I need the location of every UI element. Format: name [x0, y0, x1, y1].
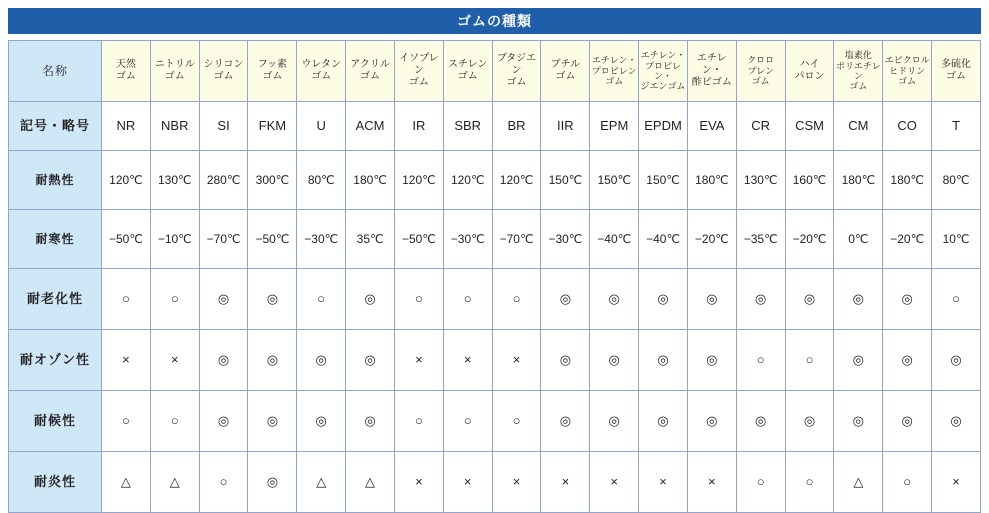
column-header-line: ゴム — [164, 71, 185, 82]
column-header-line: プロピレン・ — [645, 60, 682, 81]
column-header — [199, 41, 248, 102]
table-cell: ◎ — [834, 330, 883, 391]
table-cell: 180℃ — [883, 151, 932, 210]
table-cell: −30℃ — [541, 210, 590, 269]
table-cell: 180℃ — [834, 151, 883, 210]
column-header — [687, 41, 736, 102]
table-cell: 120℃ — [394, 151, 443, 210]
table-cell: ○ — [199, 452, 248, 513]
table-row — [9, 330, 981, 391]
table-cell: U — [297, 102, 346, 151]
table-row — [9, 269, 981, 330]
table-cell: × — [150, 330, 199, 391]
table-cell: ◎ — [297, 391, 346, 452]
table-cell: ◎ — [541, 269, 590, 330]
table-cell: ○ — [785, 330, 834, 391]
column-header-line: プレン — [747, 65, 774, 76]
column-header — [102, 41, 151, 102]
column-header-line: クロロ — [747, 55, 775, 66]
column-header-line: ウレタン — [301, 59, 342, 70]
row-label: 耐候性 — [9, 391, 102, 452]
table-cell: −70℃ — [199, 210, 248, 269]
table-cell: −50℃ — [102, 210, 151, 269]
table-cell: EVA — [687, 102, 736, 151]
table-row — [9, 391, 981, 452]
table-cell: −20℃ — [687, 210, 736, 269]
column-header-line: ポリエチレン — [836, 60, 881, 81]
table-cell: −40℃ — [639, 210, 688, 269]
column-header — [150, 41, 199, 102]
column-header-line: ハイ — [799, 59, 820, 70]
table-cell: ◎ — [639, 391, 688, 452]
table-cell: IIR — [541, 102, 590, 151]
table-cell: × — [590, 452, 639, 513]
table-cell: × — [541, 452, 590, 513]
table-cell: ○ — [394, 269, 443, 330]
table-cell: ◎ — [687, 330, 736, 391]
table-cell: ○ — [932, 269, 981, 330]
column-header-line: ゴム — [506, 77, 527, 88]
table-cell: EPM — [590, 102, 639, 151]
table-cell: −50℃ — [394, 210, 443, 269]
table-cell: 120℃ — [443, 151, 492, 210]
table-header-row — [9, 41, 981, 102]
column-header-line: ゴム — [751, 76, 770, 87]
table-cell: 120℃ — [102, 151, 151, 210]
table-cell: ○ — [443, 391, 492, 452]
table-cell: SBR — [443, 102, 492, 151]
row-label: 記号・略号 — [9, 102, 102, 151]
column-header-line: スチレン — [448, 59, 488, 70]
row-label: 耐オゾン性 — [9, 330, 102, 391]
table-cell: ○ — [736, 452, 785, 513]
table-cell: 10℃ — [932, 210, 981, 269]
table-cell: ◎ — [883, 391, 932, 452]
table-cell: × — [102, 330, 151, 391]
column-header-line: ゴム — [457, 71, 478, 82]
table-cell: −30℃ — [443, 210, 492, 269]
column-header-line: エチレン・ — [591, 55, 637, 66]
column-header-line: 多硫化 — [941, 59, 972, 70]
table-cell: ◎ — [590, 269, 639, 330]
table-cell: ◎ — [248, 452, 297, 513]
column-header-line: ゴム — [360, 71, 381, 82]
table-cell: 300℃ — [248, 151, 297, 210]
column-header-line: ゴム — [849, 81, 868, 92]
column-header-line: フッ素 — [257, 59, 288, 70]
column-header — [541, 41, 590, 102]
table-cell: CR — [736, 102, 785, 151]
column-header — [590, 41, 639, 102]
table-cell: ◎ — [346, 391, 395, 452]
table-cell: FKM — [248, 102, 297, 151]
table-cell: ◎ — [785, 269, 834, 330]
table-cell: × — [932, 452, 981, 513]
column-header — [346, 41, 395, 102]
table-cell: ○ — [883, 452, 932, 513]
table-cell: 35℃ — [346, 210, 395, 269]
table-cell: ◎ — [346, 330, 395, 391]
table-cell: ◎ — [248, 391, 297, 452]
column-header — [883, 41, 932, 102]
table-cell: × — [492, 452, 541, 513]
table-cell: △ — [346, 452, 395, 513]
table-cell: 130℃ — [150, 151, 199, 210]
column-header — [443, 41, 492, 102]
table-cell: ◎ — [199, 330, 248, 391]
table-cell: ◎ — [736, 269, 785, 330]
table-cell: ◎ — [932, 391, 981, 452]
table-cell: ○ — [297, 269, 346, 330]
table-row — [9, 210, 981, 269]
table-cell: × — [394, 330, 443, 391]
table-cell: ○ — [492, 269, 541, 330]
table-cell: ◎ — [590, 330, 639, 391]
column-header-line: 天然 — [115, 59, 136, 70]
column-header-line: ジエンゴム — [640, 81, 686, 92]
table-cell: −20℃ — [883, 210, 932, 269]
column-header-line: ゴム — [213, 71, 234, 82]
table-cell: △ — [102, 452, 151, 513]
row-label: 耐老化性 — [9, 269, 102, 330]
table-cell: × — [492, 330, 541, 391]
table-cell: ◎ — [248, 330, 297, 391]
table-cell: IR — [394, 102, 443, 151]
row-label: 耐熱性 — [9, 151, 102, 210]
table-cell: 80℃ — [297, 151, 346, 210]
table-cell: ◎ — [297, 330, 346, 391]
table-cell: ○ — [150, 391, 199, 452]
row-label: 耐炎性 — [9, 452, 102, 513]
table-cell: ◎ — [785, 391, 834, 452]
table-cell: NBR — [150, 102, 199, 151]
column-header-line: ゴム — [311, 71, 332, 82]
table-row — [9, 452, 981, 513]
table-cell: EPDM — [639, 102, 688, 151]
table-cell: ◎ — [883, 330, 932, 391]
table-cell: ◎ — [834, 269, 883, 330]
table-cell: × — [687, 452, 736, 513]
table-cell: 160℃ — [785, 151, 834, 210]
table-cell: 150℃ — [541, 151, 590, 210]
column-header-line: ブチル — [550, 59, 581, 70]
table-cell: 180℃ — [687, 151, 736, 210]
table-cell: BR — [492, 102, 541, 151]
table-cell: T — [932, 102, 981, 151]
column-header — [394, 41, 443, 102]
column-header — [248, 41, 297, 102]
table-cell: △ — [297, 452, 346, 513]
table-cell: ◎ — [736, 391, 785, 452]
table-cell: −30℃ — [297, 210, 346, 269]
table-cell: △ — [834, 452, 883, 513]
column-header-line: シリコン — [203, 59, 244, 70]
table-cell: ○ — [394, 391, 443, 452]
table-cell: ◎ — [687, 269, 736, 330]
column-header-line: ゴム — [555, 71, 576, 82]
table-cell: 150℃ — [590, 151, 639, 210]
table-cell: SI — [199, 102, 248, 151]
table-cell: ○ — [102, 269, 151, 330]
page-title-bar — [8, 8, 981, 34]
column-header-line: ゴム — [946, 71, 967, 82]
table-cell: −20℃ — [785, 210, 834, 269]
table-cell: 0℃ — [834, 210, 883, 269]
table-cell: ○ — [443, 269, 492, 330]
column-header-line: 酢ビゴム — [691, 77, 732, 88]
table-cell: ◎ — [199, 269, 248, 330]
column-header-line: ゴム — [115, 71, 136, 82]
table-cell: −70℃ — [492, 210, 541, 269]
column-header-line: ヒドリン — [889, 65, 926, 76]
table-cell: ◎ — [639, 269, 688, 330]
column-header — [492, 41, 541, 102]
table-cell: ◎ — [346, 269, 395, 330]
column-header-name: 名称 — [9, 41, 102, 102]
page-title: ゴムの種類 — [457, 13, 532, 29]
table-cell: ○ — [492, 391, 541, 452]
table-cell: CO — [883, 102, 932, 151]
table-cell: ○ — [736, 330, 785, 391]
table-cell: CM — [834, 102, 883, 151]
table-cell: × — [639, 452, 688, 513]
column-header — [932, 41, 981, 102]
table-cell: 280℃ — [199, 151, 248, 210]
column-header-line: アクリル — [350, 59, 390, 70]
table-cell: ○ — [785, 452, 834, 513]
column-header-line: ゴム — [408, 77, 429, 88]
table-body — [9, 41, 981, 513]
table-row — [9, 151, 981, 210]
column-header-line: エピクロル — [884, 55, 930, 66]
table-cell: ACM — [346, 102, 395, 151]
column-header-line: プロピレン — [591, 65, 637, 76]
table-cell: ◎ — [687, 391, 736, 452]
column-header-line: ゴム — [898, 76, 917, 87]
table-cell: −40℃ — [590, 210, 639, 269]
column-header-line: ゴム — [262, 71, 283, 82]
table-cell: × — [394, 452, 443, 513]
table-cell: ◎ — [541, 391, 590, 452]
column-header — [736, 41, 785, 102]
column-header-line: イソプレン — [399, 53, 439, 76]
table-cell: △ — [150, 452, 199, 513]
column-header — [834, 41, 883, 102]
table-cell: CSM — [785, 102, 834, 151]
table-cell: 120℃ — [492, 151, 541, 210]
column-header — [785, 41, 834, 102]
table-cell: NR — [102, 102, 151, 151]
table-cell: 180℃ — [346, 151, 395, 210]
table-cell: ◎ — [639, 330, 688, 391]
column-header-line: ブタジエン — [496, 53, 537, 76]
table-cell: ◎ — [199, 391, 248, 452]
column-header — [639, 41, 688, 102]
table-cell: ◎ — [541, 330, 590, 391]
table-cell: 80℃ — [932, 151, 981, 210]
table-cell: 130℃ — [736, 151, 785, 210]
column-header-line: パロン — [794, 71, 825, 82]
column-header — [297, 41, 346, 102]
table-cell: ◎ — [248, 269, 297, 330]
table-cell: × — [443, 330, 492, 391]
table-cell: ◎ — [590, 391, 639, 452]
table-cell: 150℃ — [639, 151, 688, 210]
column-header-line: ゴム — [605, 76, 624, 87]
table-cell: ◎ — [834, 391, 883, 452]
table-cell: × — [443, 452, 492, 513]
column-header-line: エチレン・ — [696, 53, 727, 76]
table-cell: ◎ — [883, 269, 932, 330]
table-cell: −50℃ — [248, 210, 297, 269]
column-header-line: 塩素化 — [844, 50, 872, 61]
table-cell: −35℃ — [736, 210, 785, 269]
table-row — [9, 102, 981, 151]
row-label: 耐寒性 — [9, 210, 102, 269]
table-cell: ◎ — [932, 330, 981, 391]
column-header-line: ニトリル — [154, 59, 195, 70]
column-header-line: エチレン・ — [640, 50, 686, 61]
table-cell: −10℃ — [150, 210, 199, 269]
rubber-types-table — [8, 40, 981, 513]
table-cell: ○ — [102, 391, 151, 452]
table-cell: ○ — [150, 269, 199, 330]
